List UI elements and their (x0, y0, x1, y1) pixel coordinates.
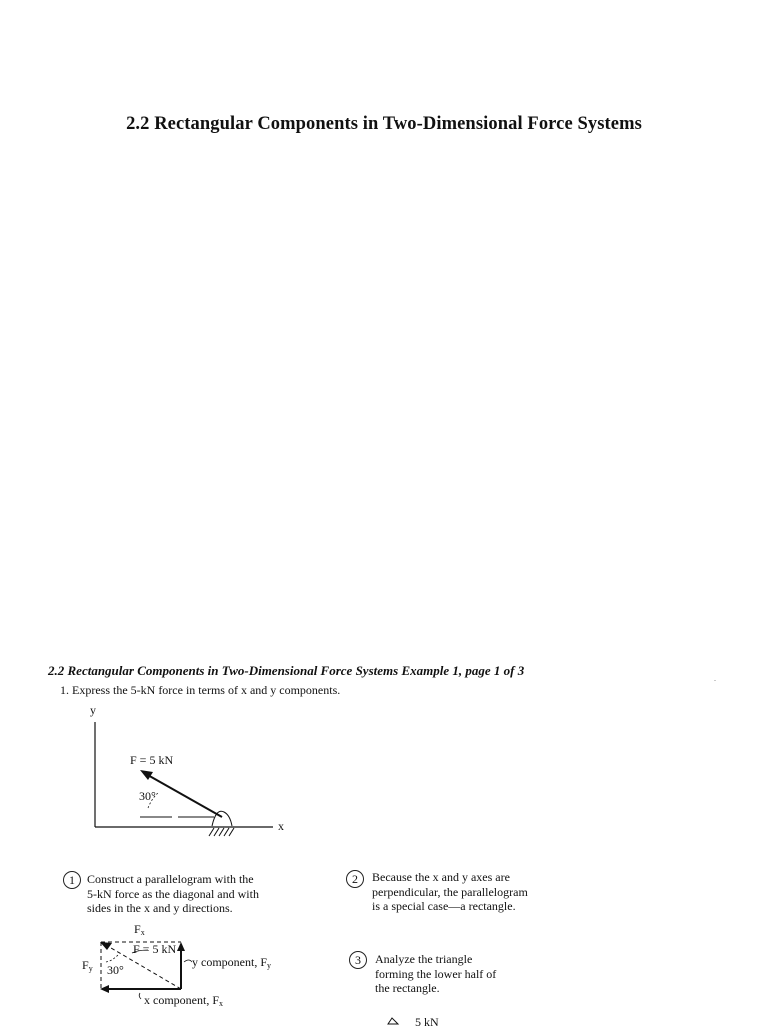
step-1-line: 5-kN force as the diagonal and with (87, 886, 259, 901)
y-axis-label: y (90, 703, 96, 717)
force-label: F = 5 kN (130, 753, 174, 767)
stray-mark: . (714, 674, 716, 683)
step-1-line: sides in the x and y directions. (87, 901, 233, 916)
step-2-line: is a special case—a rectangle. (372, 899, 516, 914)
force-label-2: F = 5 kN (133, 942, 177, 956)
y-component-subscript: y (267, 961, 271, 970)
step-3-line: forming the lower half of (375, 966, 497, 981)
fx-top-subscript: x (140, 928, 145, 937)
fy-left-symbol: F (82, 958, 89, 972)
step-2-line: perpendicular, the parallelogram (372, 884, 528, 899)
page-title: 2.2 Rectangular Components in Two-Dimensional Force Systems (126, 114, 642, 134)
x-component-text: x component, F (144, 993, 219, 1007)
step-2-badge: 2 (346, 870, 364, 888)
y-component-text: y component, F (192, 955, 267, 969)
fy-left-subscript: y (88, 964, 93, 973)
example-header: 2.2 Rectangular Components in Two-Dimensional Force Systems Example 1, page 1 of 3 (48, 663, 525, 678)
step-1-line: Construct a parallelogram with the (87, 872, 254, 886)
problem-statement: 1. Express the 5-kN force in terms of x and y components. (60, 683, 341, 697)
step-3-line: the rectangle. (375, 981, 440, 996)
step-2-line: Because the x and y axes are (372, 870, 510, 884)
step-3-line: Analyze the triangle (375, 952, 473, 966)
step-3-badge: 3 (349, 951, 367, 969)
partial-force-label: 5 kN (415, 1015, 439, 1029)
x-axis-label: x (278, 819, 284, 833)
partial-arrowhead (388, 1018, 398, 1024)
fx-top-symbol: F (134, 922, 141, 936)
angle-label: 30° (139, 789, 156, 803)
x-component-subscript: x (219, 999, 223, 1008)
angle-label-2: 30° (107, 963, 124, 977)
step-1-badge: 1 (63, 871, 81, 889)
